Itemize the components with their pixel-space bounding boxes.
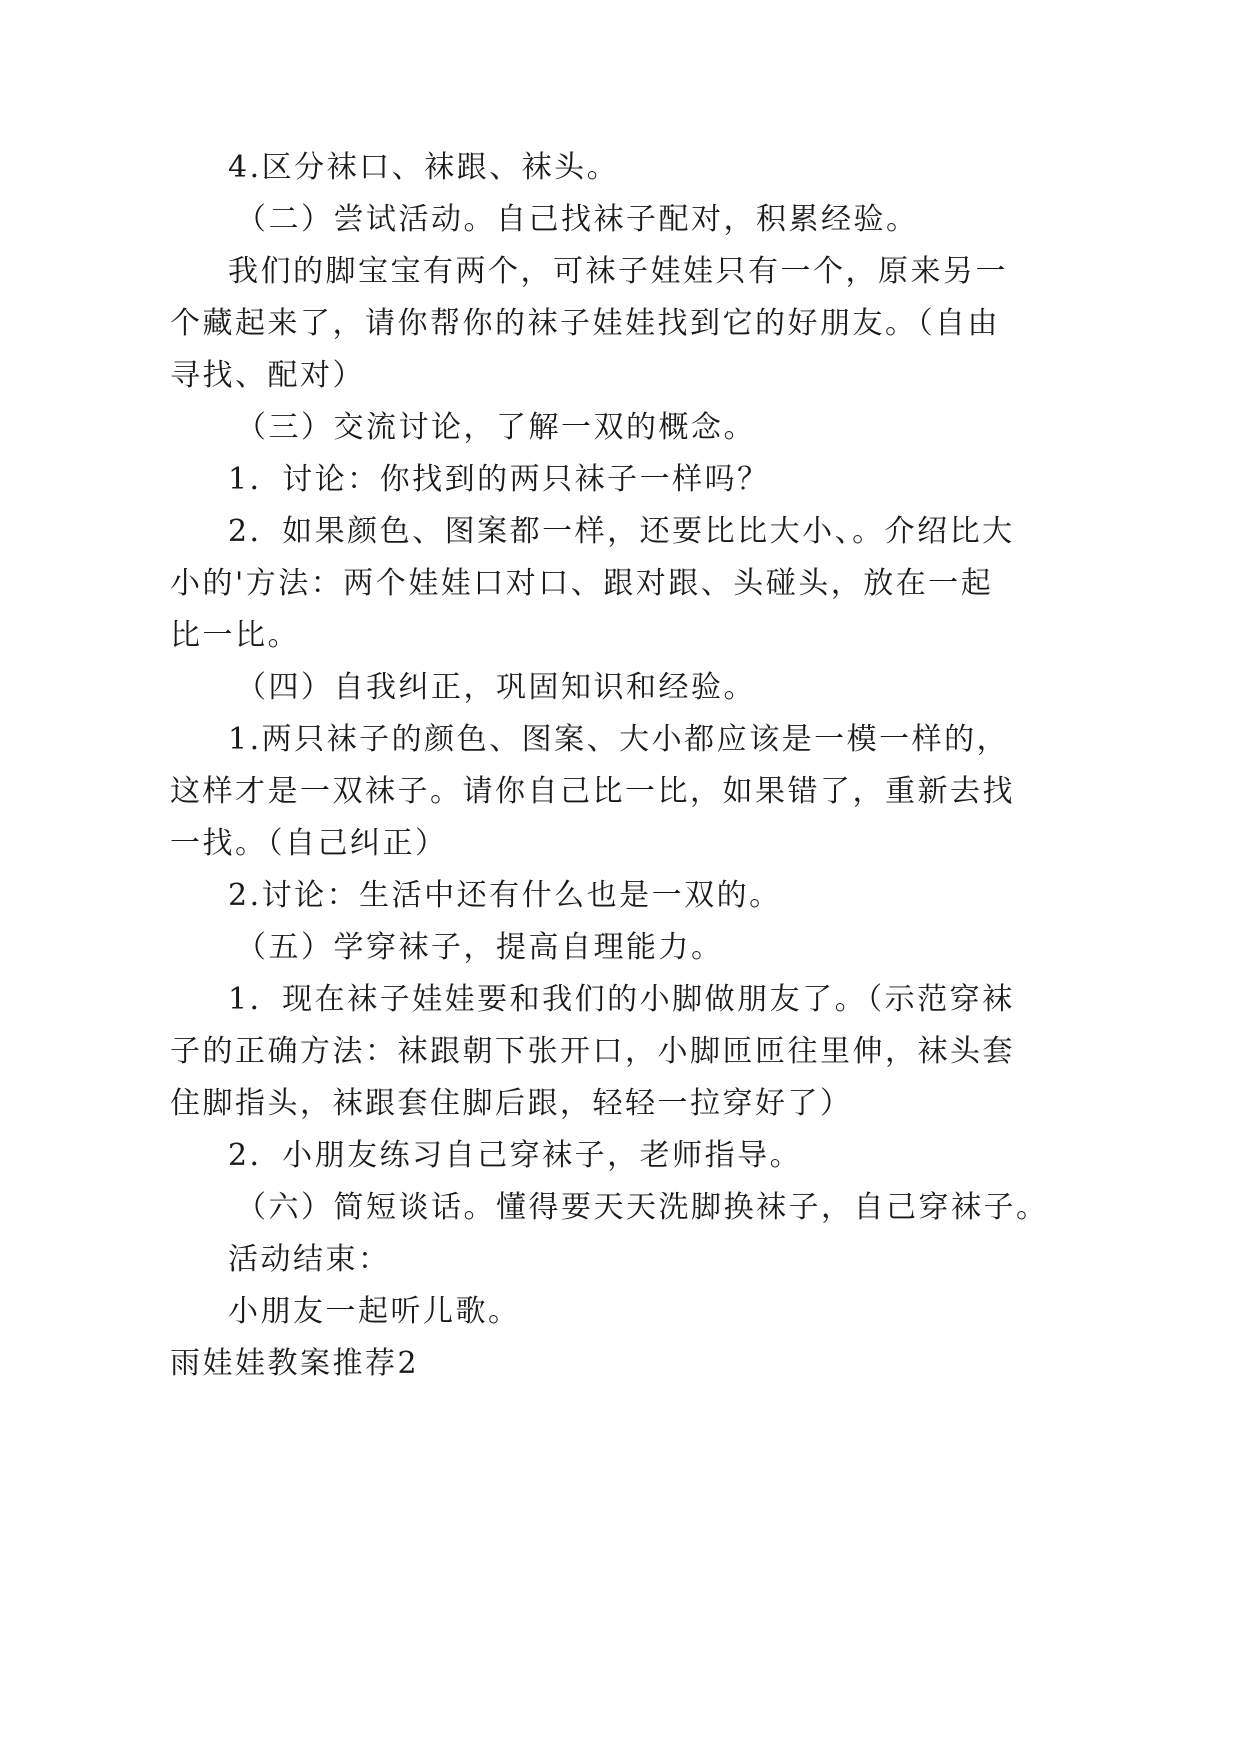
text-line-18: 子的正确方法：袜跟朝下张开口，小脚匝匝往里伸，袜头套 [170,1034,1015,1069]
text-line-20: 2．小朋友练习自己穿袜子，老师指导。 [228,1138,803,1173]
text-line-14: 一找。（自己纠正） [170,826,448,861]
text-line-3: 我们的脚宝宝有两个，可袜子娃娃只有一个，原来另一 [228,254,1008,289]
text-line-17: 1．现在袜子娃娃要和我们的小脚做朋友了。（示范穿袜 [228,982,1015,1017]
section-heading-6: （六）简短谈话。懂得要天天洗脚换袜子，自己穿袜子。 [236,1190,1049,1225]
section-heading-4: （四）自我纠正，巩固知识和经验。 [236,670,756,705]
text-line-13: 这样才是一双袜子。请你自己比一比，如果错了，重新去找 [170,774,1015,809]
text-line-23: 小朋友一起听儿歌。 [228,1294,521,1329]
text-line-4: 个藏起来了，请你帮你的袜子娃娃找到它的好朋友。（自由 [170,306,1000,341]
section-heading-3: （三）交流讨论，了解一双的概念。 [236,410,756,445]
text-line-19: 住脚指头，袜跟套住脚后跟，轻轻一拉穿好了） [170,1086,853,1121]
section-heading-5: （五）学穿袜子，提高自理能力。 [236,930,724,965]
text-line-5: 寻找、配对） [170,358,365,393]
document-title: 雨娃娃教案推荐2 [170,1346,420,1381]
text-line-1: 4.区分袜口、袜跟、袜头。 [228,150,620,185]
text-line-12: 1.两只袜子的颜色、图案、大小都应该是一模一样的， [228,722,1010,757]
section-heading-2: （二）尝试活动。自己找袜子配对，积累经验。 [236,202,919,237]
text-line-22: 活动结束： [228,1242,391,1277]
text-line-8: 2．如果颜色、图案都一样，还要比比大小、。介绍比大 [228,514,1015,549]
text-line-15: 2.讨论：生活中还有什么也是一双的。 [228,878,782,913]
text-line-10: 比一比。 [170,618,300,653]
text-line-9: 小的'方法：两个娃娃口对口、跟对跟、头碰头，放在一起 [170,566,994,601]
text-line-7: 1．讨论：你找到的两只袜子一样吗？ [228,462,770,497]
